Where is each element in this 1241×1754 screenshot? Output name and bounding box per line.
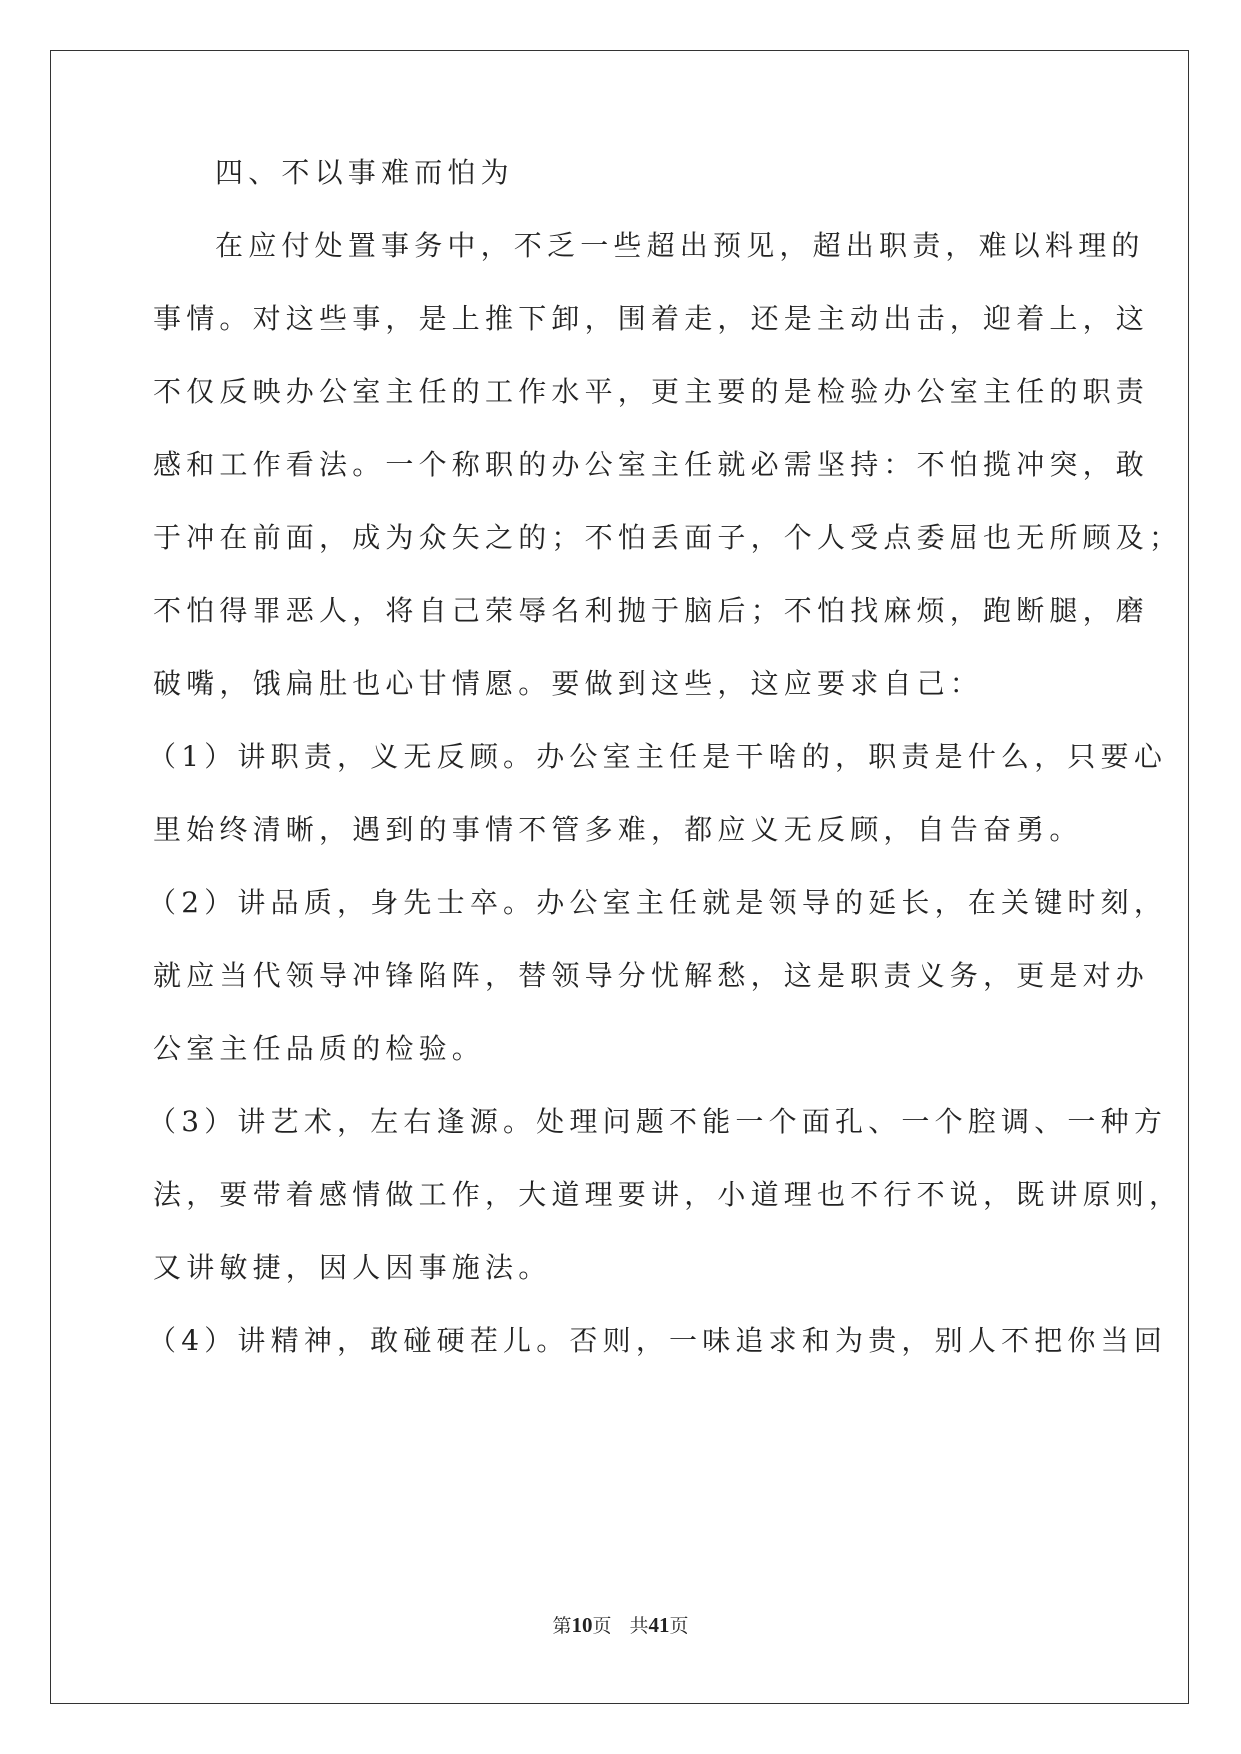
list-item-3: （3）讲艺术，左右逢源。处理问题不能一个面孔、一个腔调、一种方 [148, 1105, 1168, 1138]
total-prefix: 共 [629, 1615, 649, 1637]
body-line: 不怕得罪恶人，将自己荣辱名利抛于脑后；不怕找麻烦，跑断腿，磨 [153, 594, 1150, 627]
page-footer [0, 1613, 1241, 1638]
total-suffix: 页 [669, 1615, 689, 1637]
body-line: 事情。对这些事，是上推下卸，围着走，还是主动出击，迎着上，这 [153, 302, 1150, 335]
section-heading: 四、不以事难而怕为 [215, 156, 514, 189]
body-line: 感和工作看法。一个称职的办公室主任就必需坚持：不怕揽冲突，敢 [153, 448, 1150, 481]
list-item-4: （4）讲精神，敢碰硬茬儿。否则，一味追求和为贵，别人不把你当回 [148, 1324, 1168, 1357]
body-line: 又讲敏捷，因人因事施法。 [153, 1251, 552, 1284]
body-line: 法，要带着感情做工作，大道理要讲，小道理也不行不说，既讲原则， [153, 1178, 1183, 1211]
list-item-2: （2）讲品质，身先士卒。办公室主任就是领导的延长，在关键时刻， [148, 886, 1168, 919]
body-line: 在应付处置事务中，不乏一些超出预见，超出职责，难以料理的 [215, 229, 1145, 262]
body-line: 于冲在前面，成为众矢之的；不怕丢面子，个人受点委屈也无所顾及； [153, 521, 1183, 554]
body-line: 里始终清晰，遇到的事情不管多难，都应义无反顾，自告奋勇。 [153, 813, 1083, 846]
body-line: 破嘴，饿扁肚也心甘情愿。要做到这些，这应要求自己： [153, 667, 984, 700]
body-line: 就应当代领导冲锋陷阵，替领导分忧解愁，这是职责义务，更是对办 [153, 959, 1150, 992]
body-line: 不仅反映办公室主任的工作水平，更主要的是检验办公室主任的职责 [153, 375, 1150, 408]
list-item-1: （1）讲职责，义无反顾。办公室主任是干啥的，职责是什么，只要心 [148, 740, 1168, 773]
page-total: 41 [648, 1613, 670, 1637]
body-line: 公室主任品质的检验。 [153, 1032, 486, 1065]
page-suffix: 页 [592, 1615, 612, 1637]
page-prefix: 第 [552, 1615, 572, 1637]
page-current: 10 [571, 1613, 593, 1637]
